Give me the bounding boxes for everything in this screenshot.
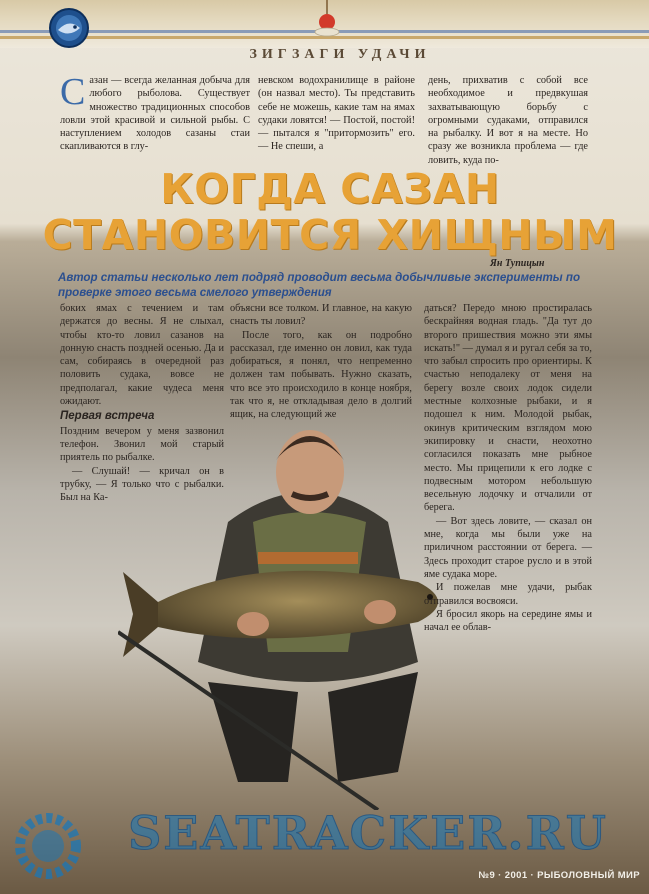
- column-2-para-2: После того, как он подробно рассказал, где именно он ловил, как туда добираться, я понял, что непременно должен там побывать. Нужно сказать, что все это происходило в конце ноября, так что я, не откладывая дело в долгий ящик, на следующий же: [230, 329, 412, 421]
- column-1-para-3: — Слушай! — кричал он в трубку, — Я только что с рыбалки. Был на Ка-: [60, 465, 224, 504]
- column-3-top: день, прихватив с собой все необходимое и предвкушая захватывающую борьбу с огромными судаками, отправился на рыбалку. И вот я на месте. Но сразу же возникла проблема — где ловить, куда по-: [428, 75, 588, 166]
- article-lead: Автор статьи несколько лет подряд проводит весьма добычливые эксперименты по проверке этого весьма смелого утверждения: [58, 271, 581, 299]
- column-2-bottom: [230, 302, 412, 422]
- gear-logo-icon: [8, 806, 88, 886]
- article-headline: [40, 166, 620, 258]
- column-3-para-4: Я бросил якорь на середине ямы и начал ее облав-: [424, 608, 592, 634]
- author-byline: Ян Тупицын: [490, 258, 545, 269]
- column-3-para-2: — Вот здесь ловите, — сказал он мне, когда мы были уже на приличном расстоянии от берега. — Здесь проходит старое русло и в этой яме судака море.: [424, 515, 592, 580]
- section-title: ЗИГЗАГИ УДАЧИ: [249, 47, 431, 62]
- column-1-para-1: боких ямах с течением и там держатся до весны. Я не слыхал, чтобы кто-то ловил сазанов на донную снасть поздней осенью. Да и сам, собираясь в очередной раз половить судака, вовсе не предполагал, какие чудеса меня ожидают.: [60, 303, 224, 408]
- column-2-top: невском водохранилище в районе (он назвал место). Ты представить себе не можешь, какие там на ямах судаки ловятся! — Постой, постой! — пытался я "притормозить" его. — Не спеши, а: [258, 75, 415, 153]
- headline-line-1: КОГДА САЗАН: [160, 165, 500, 213]
- column-1-para-2: Поздним вечером у меня зазвонил телефон. Звонил мой старый приятель по рыбалке.: [60, 425, 224, 464]
- subheading-first-meeting: Первая встреча: [60, 410, 155, 423]
- watermark-text: SEATRACKER.RU: [128, 806, 608, 860]
- column-3-bottom: [424, 302, 592, 634]
- column-2-para-1: объясни все толком. И главное, на какую снасть ты ловил?: [230, 303, 412, 328]
- column-1-top: [60, 71, 250, 154]
- column-1-text: азан — всегда желанная добыча для любого рыболова. Существует множество традиционных способов ловли этой красивой и сильной рыбы. С наступлением холодов сазаны стаи скапливаются в глу-: [60, 75, 250, 153]
- drop-cap: С: [60, 71, 86, 113]
- fish-logo-icon: [44, 6, 94, 50]
- column-3-para-1: даться? Передо мною простиралась бескрайняя водная гладь. "Да тут до второго пришествия можно эти ямы искать!" — думал я и ругал себя за то, что забыл спросить про ориентиры. К счастью неподалеку от меня на берегу возле своих лодок сидели местные колхозные рыбаки, и я подошел к ним. Молодой рыбак, окинув критическим взглядом мою экипировку и снасти, неохотно согласился показать мне рыбное место. Мы прицепили к его лодке с подвесным мотором небольшую весельную лодочку и отчалили от берега.: [424, 303, 592, 514]
- column-1-bottom: [60, 302, 224, 504]
- headline-line-2: СТАНОВИТСЯ ХИЩНЫМ: [42, 211, 618, 259]
- float-ornament-icon: [312, 0, 342, 40]
- page-footer: №9 · 2001 · РЫБОЛОВНЫЙ МИР: [478, 870, 640, 881]
- column-3-para-3: И пожелав мне удачи, рыбак отправился восвояси.: [424, 582, 592, 607]
